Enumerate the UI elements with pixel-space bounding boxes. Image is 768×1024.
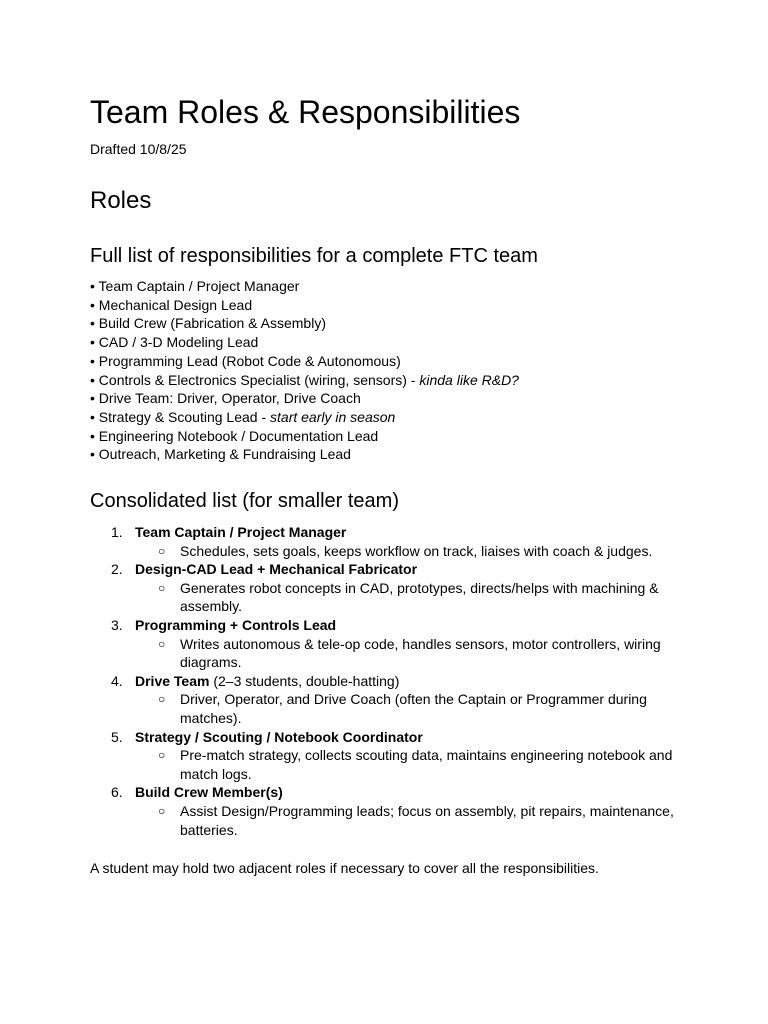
sub-item-text: Assist Design/Programming leads; focus on assembly, pit repairs, maintenance,	[180, 802, 674, 819]
sub-item-text: matches).	[180, 709, 242, 726]
roles-heading: Roles	[90, 187, 152, 214]
sub-item-text: Pre-match strategy, collects scouting data, maintains engineering notebook and	[180, 747, 673, 764]
list-item-text: • Team Captain / Project Manager	[90, 278, 300, 294]
hollow-bullet-icon: ○	[158, 803, 166, 818]
sub-item-text: Writes autonomous & tele-op code, handles sensors, motor controllers, wiring	[180, 635, 661, 652]
list-item-text: • Controls & Electronics Specialist (wiring, sensors)	[90, 371, 407, 388]
item-number: 3.	[111, 616, 123, 633]
hollow-bullet-icon: ○	[158, 580, 166, 595]
list-item-text: • Mechanical Design Lead	[90, 296, 253, 313]
sub-item-text: Generates robot concepts in CAD, prototypes, directs/helps with machining &	[180, 579, 659, 596]
full-list-heading: Full list of responsibilities for a complete FTC team	[90, 245, 538, 267]
sub-item	[90, 579, 690, 616]
item-number: 5.	[111, 728, 123, 745]
numbered-item	[90, 728, 690, 747]
item-number: 6.	[111, 784, 123, 801]
list-item	[90, 389, 519, 408]
role-title: Build Crew Member(s)	[135, 784, 283, 801]
drafted-date: Drafted 10/8/25	[90, 141, 187, 157]
role-title: Programming + Controls Lead	[135, 616, 337, 633]
sub-item	[90, 746, 690, 783]
numbered-item	[90, 560, 690, 579]
list-item-text: • Outreach, Marketing & Fundraising Lead	[90, 446, 351, 463]
item-number: 2.	[111, 561, 123, 578]
role-title: Strategy / Scouting / Notebook Coordinator	[135, 728, 423, 745]
list-item	[90, 427, 519, 446]
role-title: Team Captain / Project Manager	[135, 524, 347, 540]
full-responsibilities-list	[90, 277, 519, 464]
consolidated-roles-list	[90, 523, 690, 839]
sub-item-text: Schedules, sets goals, keeps workflow on track, liaises with coach & judges.	[180, 542, 653, 559]
item-number: 4.	[111, 672, 123, 689]
list-item: • Strategy & Scouting Lead - start early in season	[90, 408, 396, 425]
sub-item-text: assembly.	[180, 598, 242, 615]
sub-item-text: match logs.	[180, 765, 252, 782]
list-item-text: • Engineering Notebook / Documentation Lead	[90, 427, 379, 444]
hollow-bullet-icon: ○	[158, 543, 166, 558]
list-item-note: start early in season	[270, 408, 396, 425]
list-item: • Controls & Electronics Specialist (wiring, sensors) - kinda like R&D?	[90, 371, 519, 388]
sub-item	[90, 690, 690, 727]
role-title: Drive Team	[135, 672, 210, 689]
list-item	[90, 277, 519, 296]
list-item-text: • Programming Lead (Robot Code & Autonomous)	[90, 352, 401, 369]
list-item-note: kinda like R&D?	[419, 371, 519, 388]
sub-item	[90, 635, 690, 672]
list-item-text: • Strategy & Scouting Lead	[90, 408, 258, 425]
list-item	[90, 352, 519, 371]
numbered-item	[90, 616, 690, 635]
numbered-item	[90, 523, 690, 542]
item-number: 1.	[111, 524, 123, 540]
numbered-item	[90, 672, 690, 691]
sub-item-text: Driver, Operator, and Drive Coach (often the Captain or Programmer during	[180, 691, 647, 708]
list-item	[90, 296, 519, 315]
list-item	[90, 445, 519, 464]
sub-item	[90, 542, 690, 561]
list-item-text: • CAD / 3-D Modeling Lead	[90, 334, 259, 351]
document-title: Team Roles & Responsibilities	[90, 94, 521, 130]
role-title: Design-CAD Lead + Mechanical Fabricator	[135, 561, 418, 578]
hollow-bullet-icon: ○	[158, 636, 166, 651]
list-item-text: • Build Crew (Fabrication & Assembly)	[90, 315, 326, 332]
sub-item-text: diagrams.	[180, 654, 242, 671]
role-detail: (2–3 students, double-hatting)	[209, 672, 400, 689]
sub-item-text: batteries.	[180, 821, 238, 838]
list-item	[90, 314, 519, 333]
footer-note: A student may hold two adjacent roles if necessary to cover all the responsibilities.	[90, 860, 599, 876]
hollow-bullet-icon: ○	[158, 692, 166, 707]
sub-item	[90, 802, 690, 839]
hollow-bullet-icon: ○	[158, 748, 166, 763]
consolidated-list-heading: Consolidated list (for smaller team)	[90, 490, 399, 512]
list-item	[90, 333, 519, 352]
numbered-item	[90, 783, 690, 802]
list-item-text: • Drive Team: Driver, Operator, Drive Coach	[90, 390, 361, 407]
